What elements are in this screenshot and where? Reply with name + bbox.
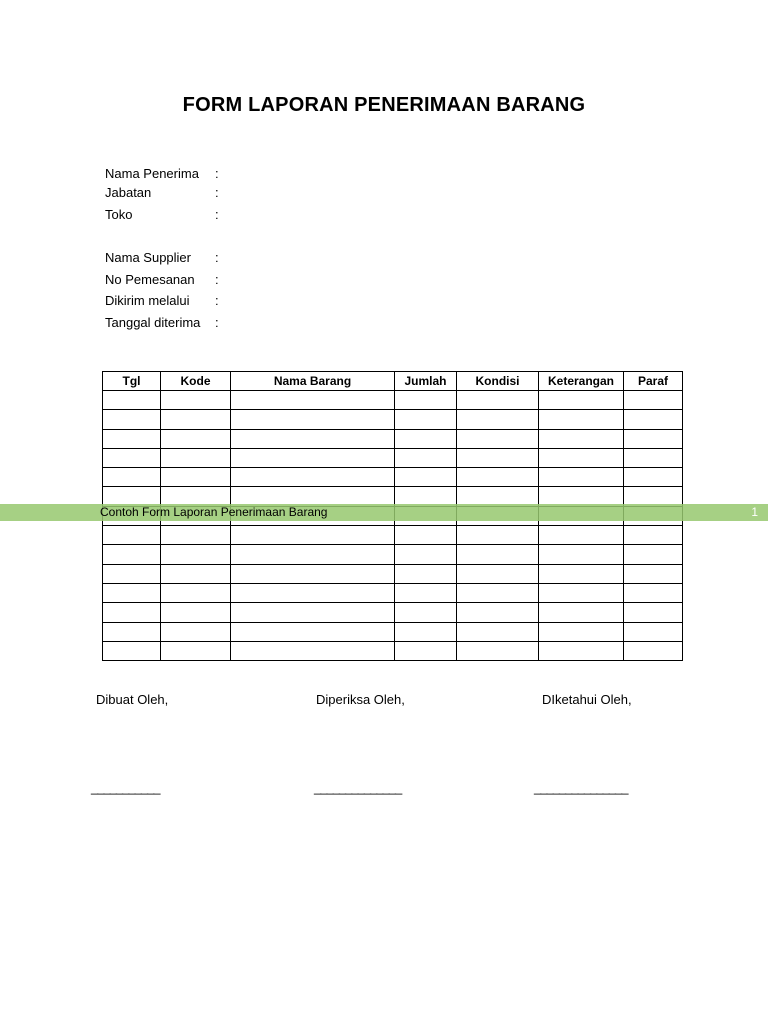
table-cell[interactable] — [161, 622, 231, 641]
table-cell[interactable] — [457, 641, 539, 660]
table-cell[interactable] — [395, 545, 457, 564]
table-cell[interactable] — [395, 641, 457, 660]
signature-line-diketahui: _______________ — [534, 780, 628, 795]
table-cell[interactable] — [395, 391, 457, 410]
table-cell[interactable] — [103, 641, 161, 660]
table-cell[interactable] — [231, 391, 395, 410]
field-label: No Pemesanan — [105, 272, 195, 287]
field-colon: : — [215, 185, 219, 200]
table-cell[interactable] — [539, 468, 624, 487]
table-row — [103, 583, 683, 602]
field-label: Jabatan — [105, 185, 152, 200]
table-cell[interactable] — [161, 583, 231, 602]
table-cell[interactable] — [161, 564, 231, 583]
table-cell[interactable] — [231, 622, 395, 641]
table-cell[interactable] — [539, 583, 624, 602]
field-tanggal-diterima — [105, 314, 219, 332]
column-header-kode: Kode — [161, 372, 231, 391]
field-dikirim-melalui — [105, 292, 219, 310]
table-cell[interactable] — [395, 603, 457, 622]
table-cell[interactable] — [395, 410, 457, 429]
table-cell[interactable] — [231, 410, 395, 429]
field-colon: : — [215, 272, 219, 287]
table-row — [103, 391, 683, 410]
table-cell[interactable] — [161, 526, 231, 545]
footer-caption: Contoh Form Laporan Penerimaan Barang — [100, 505, 328, 519]
table-row — [103, 641, 683, 660]
table-cell[interactable] — [231, 641, 395, 660]
table-cell[interactable] — [457, 622, 539, 641]
table-cell[interactable] — [624, 622, 683, 641]
signature-label-diperiksa: Diperiksa Oleh, — [316, 692, 405, 707]
table-cell[interactable] — [161, 410, 231, 429]
table-cell[interactable] — [103, 603, 161, 622]
table-cell[interactable] — [395, 564, 457, 583]
table-cell[interactable] — [539, 391, 624, 410]
table-cell[interactable] — [457, 526, 539, 545]
table-cell[interactable] — [457, 448, 539, 467]
table-cell[interactable] — [624, 410, 683, 429]
table-cell[interactable] — [457, 468, 539, 487]
signature-label-dibuat: Dibuat Oleh, — [96, 692, 169, 707]
field-nama-supplier — [105, 249, 219, 267]
field-nama-penerima — [105, 165, 219, 183]
table-cell[interactable] — [624, 545, 683, 564]
page-number: 1 — [751, 505, 758, 519]
table-cell[interactable] — [624, 448, 683, 467]
table-cell[interactable] — [103, 410, 161, 429]
table-row — [103, 603, 683, 622]
table-cell[interactable] — [231, 603, 395, 622]
column-header-keterangan: Keterangan — [539, 372, 624, 391]
table-cell[interactable] — [624, 468, 683, 487]
table-cell[interactable] — [539, 641, 624, 660]
field-toko — [105, 206, 219, 224]
field-label: Dikirim melalui — [105, 293, 190, 308]
table-cell[interactable] — [624, 603, 683, 622]
table-cell[interactable] — [231, 429, 395, 448]
table-cell[interactable] — [103, 622, 161, 641]
table-cell[interactable] — [103, 448, 161, 467]
table-cell[interactable] — [103, 583, 161, 602]
signature-line-diperiksa: ______________ — [314, 780, 402, 795]
table-row — [103, 526, 683, 545]
table-cell[interactable] — [624, 583, 683, 602]
table-cell[interactable] — [457, 410, 539, 429]
table-cell[interactable] — [539, 526, 624, 545]
table-cell[interactable] — [161, 468, 231, 487]
table-cell[interactable] — [231, 468, 395, 487]
table-cell[interactable] — [161, 391, 231, 410]
field-label: Tanggal diterima — [105, 315, 201, 330]
field-label: Nama Supplier — [105, 250, 191, 265]
table-cell[interactable] — [231, 564, 395, 583]
field-no-pemesanan — [105, 271, 219, 289]
table-body — [103, 391, 683, 661]
table-row — [103, 622, 683, 641]
table-cell[interactable] — [395, 583, 457, 602]
table-cell[interactable] — [395, 526, 457, 545]
table-cell[interactable] — [624, 564, 683, 583]
field-label: Toko — [105, 207, 133, 222]
table-cell[interactable] — [624, 526, 683, 545]
table-cell[interactable] — [161, 545, 231, 564]
table-cell[interactable] — [103, 564, 161, 583]
field-colon: : — [215, 293, 219, 308]
table-cell[interactable] — [457, 583, 539, 602]
table-cell[interactable] — [624, 429, 683, 448]
table-cell[interactable] — [539, 545, 624, 564]
field-colon: : — [215, 315, 219, 330]
signature-line-dibuat: ___________ — [91, 780, 160, 795]
table-cell[interactable] — [103, 468, 161, 487]
table-row — [103, 564, 683, 583]
table-cell[interactable] — [161, 603, 231, 622]
table-cell[interactable] — [457, 391, 539, 410]
table-row — [103, 410, 683, 429]
table-cell[interactable] — [624, 391, 683, 410]
column-header-kondisi: Kondisi — [457, 372, 539, 391]
table-cell[interactable] — [103, 526, 161, 545]
table-cell[interactable] — [161, 429, 231, 448]
table-header-row — [103, 372, 683, 391]
table-cell[interactable] — [103, 545, 161, 564]
table-cell[interactable] — [539, 622, 624, 641]
table-cell[interactable] — [457, 603, 539, 622]
signature-label-diketahui: DIketahui Oleh, — [542, 692, 632, 707]
table-cell[interactable] — [231, 545, 395, 564]
table-cell[interactable] — [457, 564, 539, 583]
table-cell[interactable] — [539, 603, 624, 622]
table-cell[interactable] — [231, 448, 395, 467]
table-row — [103, 545, 683, 564]
column-header-nama-barang: Nama Barang — [231, 372, 395, 391]
table-row — [103, 448, 683, 467]
field-jabatan — [105, 184, 219, 202]
table-cell[interactable] — [395, 448, 457, 467]
column-header-jumlah: Jumlah — [395, 372, 457, 391]
field-label: Nama Penerima — [105, 166, 199, 181]
table-cell[interactable] — [624, 641, 683, 660]
table-cell[interactable] — [395, 429, 457, 448]
field-colon: : — [215, 250, 219, 265]
table-cell[interactable] — [161, 448, 231, 467]
table-cell[interactable] — [539, 429, 624, 448]
table-cell[interactable] — [457, 429, 539, 448]
table-cell[interactable] — [395, 468, 457, 487]
column-header-tgl: Tgl — [103, 372, 161, 391]
field-colon: : — [215, 166, 219, 181]
table-cell[interactable] — [539, 448, 624, 467]
table-row — [103, 468, 683, 487]
table-cell[interactable] — [231, 583, 395, 602]
field-colon: : — [215, 207, 219, 222]
table-cell[interactable] — [161, 641, 231, 660]
column-header-paraf: Paraf — [624, 372, 683, 391]
table-cell[interactable] — [539, 564, 624, 583]
table-row — [103, 429, 683, 448]
table-cell[interactable] — [231, 526, 395, 545]
table-cell[interactable] — [103, 391, 161, 410]
table-cell[interactable] — [395, 622, 457, 641]
form-title: FORM LAPORAN PENERIMAAN BARANG — [182, 94, 586, 116]
table-cell[interactable] — [457, 545, 539, 564]
table-cell[interactable] — [539, 410, 624, 429]
table-cell[interactable] — [103, 429, 161, 448]
